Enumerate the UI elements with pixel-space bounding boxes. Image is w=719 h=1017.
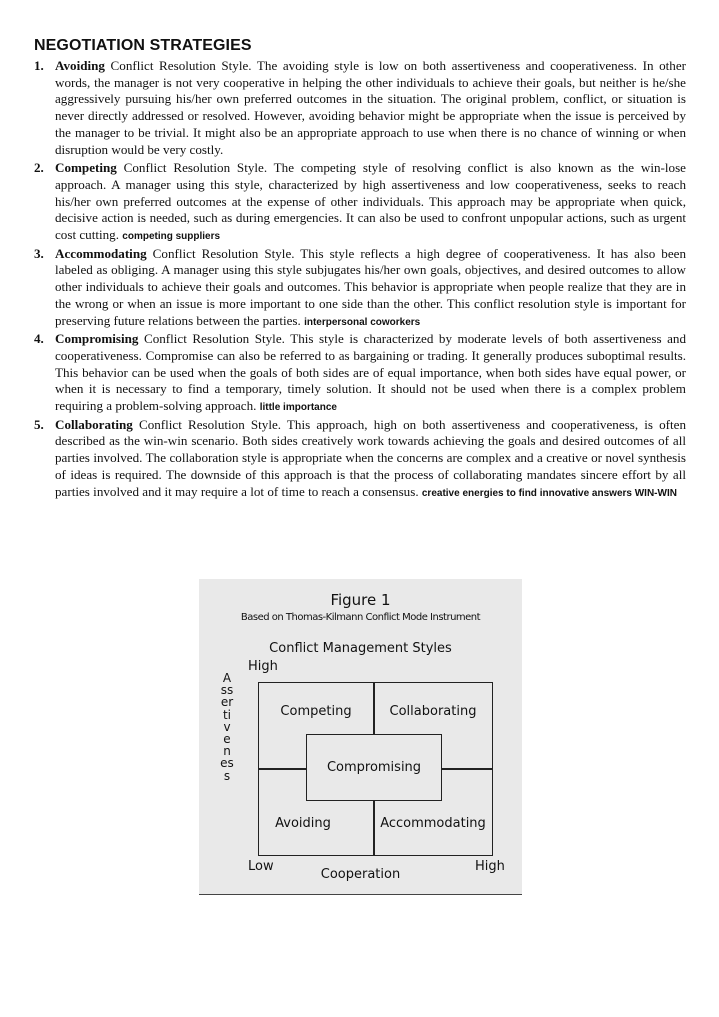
styles-grid <box>258 682 493 856</box>
item-number: 3. <box>34 245 44 261</box>
strategy-item-avoiding <box>34 58 686 160</box>
item-note: interpersonal coworkers <box>304 316 421 328</box>
item-number: 1. <box>34 58 44 73</box>
strategy-item-collaborating <box>34 417 686 503</box>
item-note: competing suppliers <box>122 231 221 243</box>
item-term: Compromising <box>55 331 139 347</box>
strategy-list <box>34 58 686 502</box>
quadrant-collaborating: Collaborating <box>389 704 477 719</box>
item-term: Avoiding <box>55 58 105 73</box>
item-note: creative energies to find innovative answers WIN-WIN <box>421 487 677 499</box>
quadrant-accommodating: Accommodating <box>380 816 486 831</box>
item-number: 5. <box>34 416 44 432</box>
conflict-styles-figure <box>199 579 522 895</box>
item-text: Conflict Resolution Style. This style reflects a high degree of cooperativeness. It has also been labeled as obliging. A manager using this style subjugates his/her own goals, objectives, and desired outcomes to allow other individuals to achieve their goals and outcomes. This behavior is appropriate when people realize that they are in the wrong or when an issue is more important to one side than the other. This conflict resolution style is important for preserving future relations between the parties. <box>55 245 686 328</box>
quadrant-compromising: Compromising <box>306 734 442 801</box>
item-text: Conflict Resolution Style. The competing style of resolving conflict is also known as the win-lose approach. A manager using this style, characterized by high assertiveness and low cooperativeness, seeks to reach his/her own preferred outcomes at the expense of other individuals. This approach may be appropriate when quick, decisive action is needed, such as during emergencies. It can also be used to confront unpopular actions, such as urgent cost cutting. <box>55 160 686 243</box>
y-axis-label: Assertiveness <box>220 671 234 783</box>
item-text: Conflict Resolution Style. This style is characterized by moderate levels of both assertiveness and cooperativeness. Compromise can also be referred to as bargaining or trading. It generally produces suboptimal results. This behavior can be used when the goals of both sides are of equal importance, when both sides have equal power, or when it is necessary to find a temporary, timely solution. It should not be used when there is a complex problem requiring a problem-solving approach. <box>55 331 686 414</box>
page-title: NEGOTIATION STRATEGIES <box>34 37 252 54</box>
quadrant-competing: Competing <box>280 704 352 719</box>
strategy-item-accommodating <box>34 246 686 332</box>
figure-title: Figure 1 <box>330 591 391 609</box>
item-number: 2. <box>34 160 44 176</box>
item-text: Conflict Resolution Style. This approach, high on both assertiveness and cooperativeness, is often described as the win-win scenario. Both sides creatively work towards achieving the goals and desired outcomes of all parties involved. The collaboration style is appropriate when the concerns are complex and a creative or novel synthesis of ideas is required. The downside of this approach is that the process of collaborating mandates sincere effort by all parties involved and it may require a lot of time to reach a consensus. <box>55 416 686 499</box>
figure-subtitle: Based on Thomas-Kilmann Conflict Mode Instrument <box>240 612 481 623</box>
x-axis-high-label: High <box>475 859 505 874</box>
strategy-item-competing <box>34 160 686 246</box>
figure-heading: Conflict Management Styles <box>269 641 452 656</box>
strategy-item-compromising <box>34 331 686 417</box>
item-note: little importance <box>259 402 337 414</box>
grid-divider <box>441 768 492 770</box>
item-term: Accommodating <box>55 245 147 261</box>
x-axis-low-label: Low <box>248 859 274 874</box>
item-term: Collaborating <box>55 416 133 432</box>
x-axis-label: Cooperation <box>320 867 401 882</box>
item-text: Conflict Resolution Style. The avoiding style is low on both assertiveness and cooperativeness. In other words, the manager is not very cooperative in helping the other individuals to achieve their goals, but neither is he/she aggressively pursuing his/her own preferred outcomes in the situation. The original problem, conflict, or situation is never directly addressed or resolved. However, avoiding behavior might be appropriate when the issue is perceived by the manager to be trivial. It might also be an appropriate approach to use when there is no chance of winning or when disruption would be very costly. <box>55 58 686 157</box>
quadrant-avoiding: Avoiding <box>275 816 331 831</box>
item-number: 4. <box>34 331 44 347</box>
document-page <box>34 37 686 502</box>
grid-divider <box>259 768 306 770</box>
y-axis-high-label: High <box>248 659 278 674</box>
item-term: Competing <box>55 160 117 176</box>
